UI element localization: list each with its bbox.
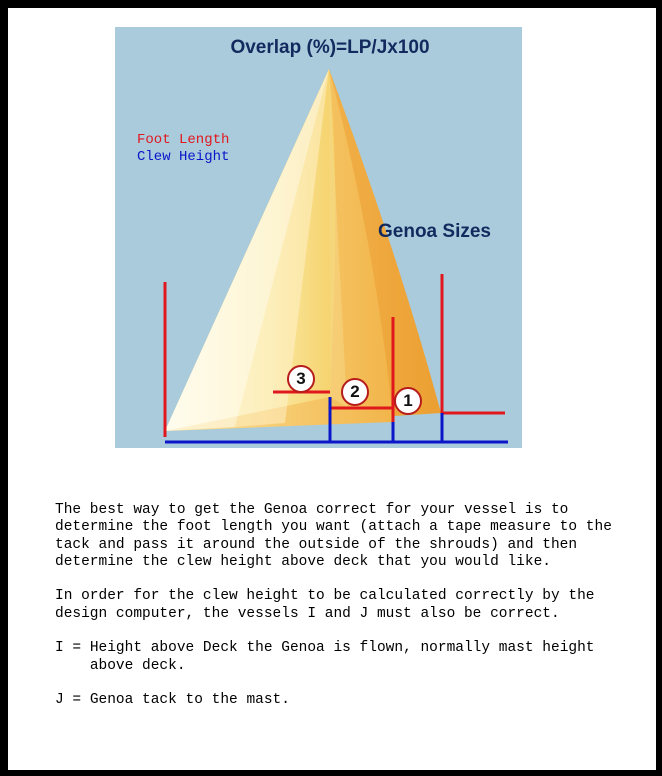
definition-i bbox=[55, 640, 635, 675]
definition-j-key: J = bbox=[55, 692, 90, 709]
overlap-formula-title: Overlap (%)=LP/Jx100 bbox=[230, 37, 430, 58]
genoa-diagram bbox=[115, 27, 522, 448]
paragraph-foot-length: The best way to get the Genoa correct for your vessel is to determine the foot length you want (attach a tape measure to the tack and pass it around the outside of the shrouds) and then determine the clew height above deck that you would like. bbox=[55, 502, 612, 570]
paragraph-clew-height: In order for the clew height to be calculated correctly by the design computer, the vessels I and J must also be correct. bbox=[55, 588, 595, 622]
genoa-marker-3: 3 bbox=[287, 365, 315, 393]
genoa-marker-2: 2 bbox=[341, 378, 369, 406]
definition-j-value: Genoa tack to the mast. bbox=[89, 692, 290, 709]
genoa-marker-1: 1 bbox=[394, 387, 422, 415]
definition-i-key: I = bbox=[55, 640, 90, 657]
genoa-sizes-label: Genoa Sizes bbox=[378, 221, 491, 242]
legend-foot-length: Foot Length bbox=[137, 132, 230, 148]
definition-j bbox=[55, 692, 635, 709]
definition-i-value: Height above Deck the Genoa is flown, normally mast height above deck. bbox=[89, 640, 595, 674]
legend-clew-height: Clew Height bbox=[137, 149, 230, 165]
explanation-text bbox=[55, 502, 635, 727]
